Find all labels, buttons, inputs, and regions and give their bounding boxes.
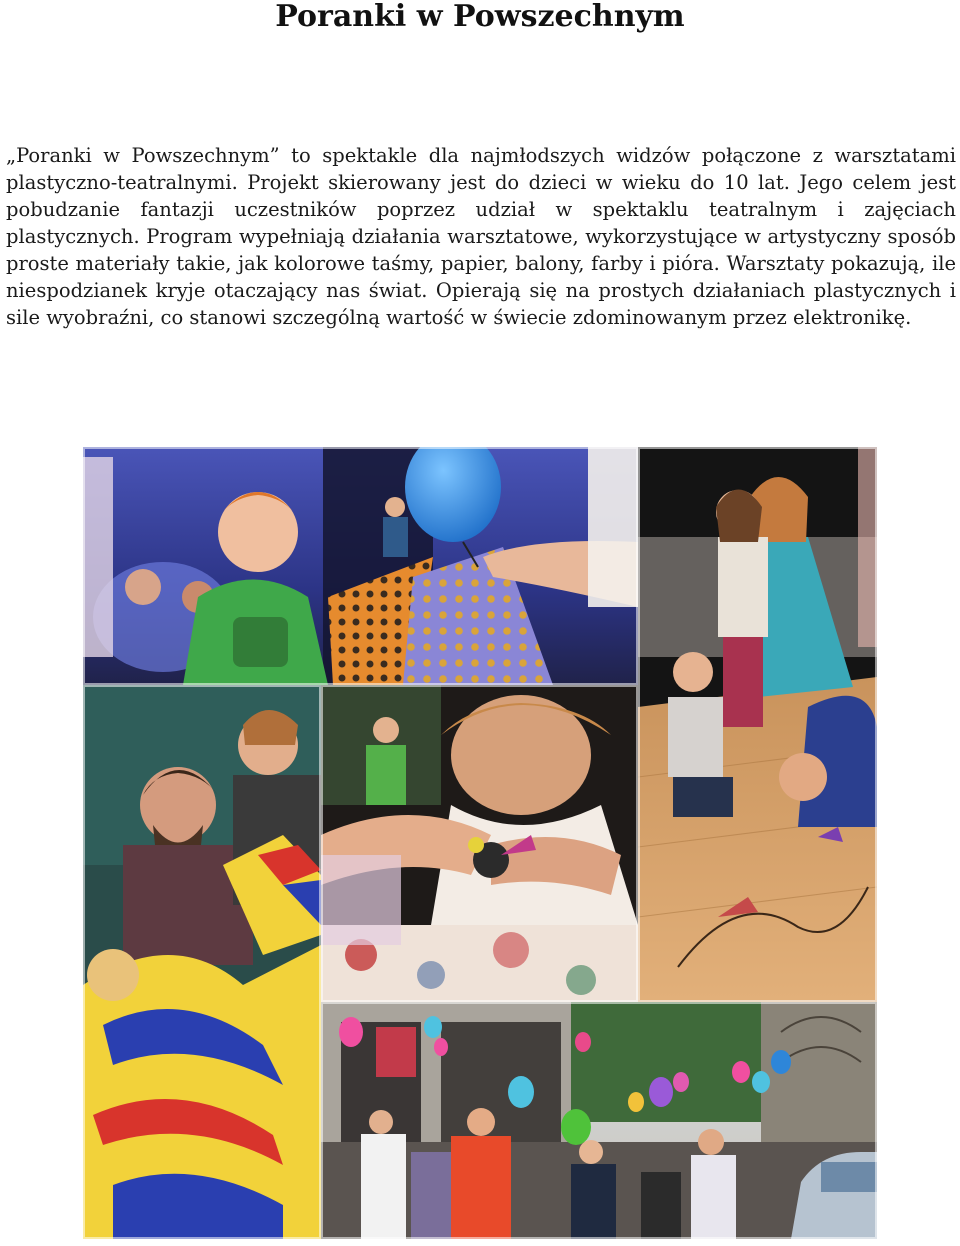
photo-girls-on-stage xyxy=(638,447,877,1002)
photo-crepe-paper-image xyxy=(83,685,321,1239)
photo-crepe-paper xyxy=(83,685,321,1239)
photo-crowd-with-balloons xyxy=(321,1002,877,1239)
photo-girl-crafting-image xyxy=(321,685,638,1002)
photo-girls-on-stage-image xyxy=(638,447,877,1002)
photo-boy-with-balloon xyxy=(83,447,638,685)
intro-paragraph: „Poranki w Powszechnym” to spektakle dla najmłodszych widzów połączone z warsztatami plastyczno-teatralnymi. Projekt skierowany jest do dzieci w wieku do 10 lat. Jego celem jest pobudzanie fantazji uczestników poprzez udział w spektaklu teatralnym i zajęciach plastycznych. Program wypełniają działania warsztatowe, wykorzystujące w artystyczny sposób proste materiały takie, jak kolorowe taśmy, papier, balony, farby i pióra. Warsztaty pokazują, ile niespodzianek kryje otaczający nas świat. Opierają się na prostych działaniach plastycznych i sile wyobraźni, co stanowi szczególną wartość w świecie zdominowanym przez elektronikę. xyxy=(6,144,956,329)
photo-crowd-with-balloons-image xyxy=(321,1002,877,1239)
page-title: Poranki w Powszechnym xyxy=(275,0,685,34)
photo-collage xyxy=(83,447,877,1239)
photo-girl-crafting xyxy=(321,685,638,1002)
photo-boy-with-balloon-image xyxy=(83,447,638,685)
